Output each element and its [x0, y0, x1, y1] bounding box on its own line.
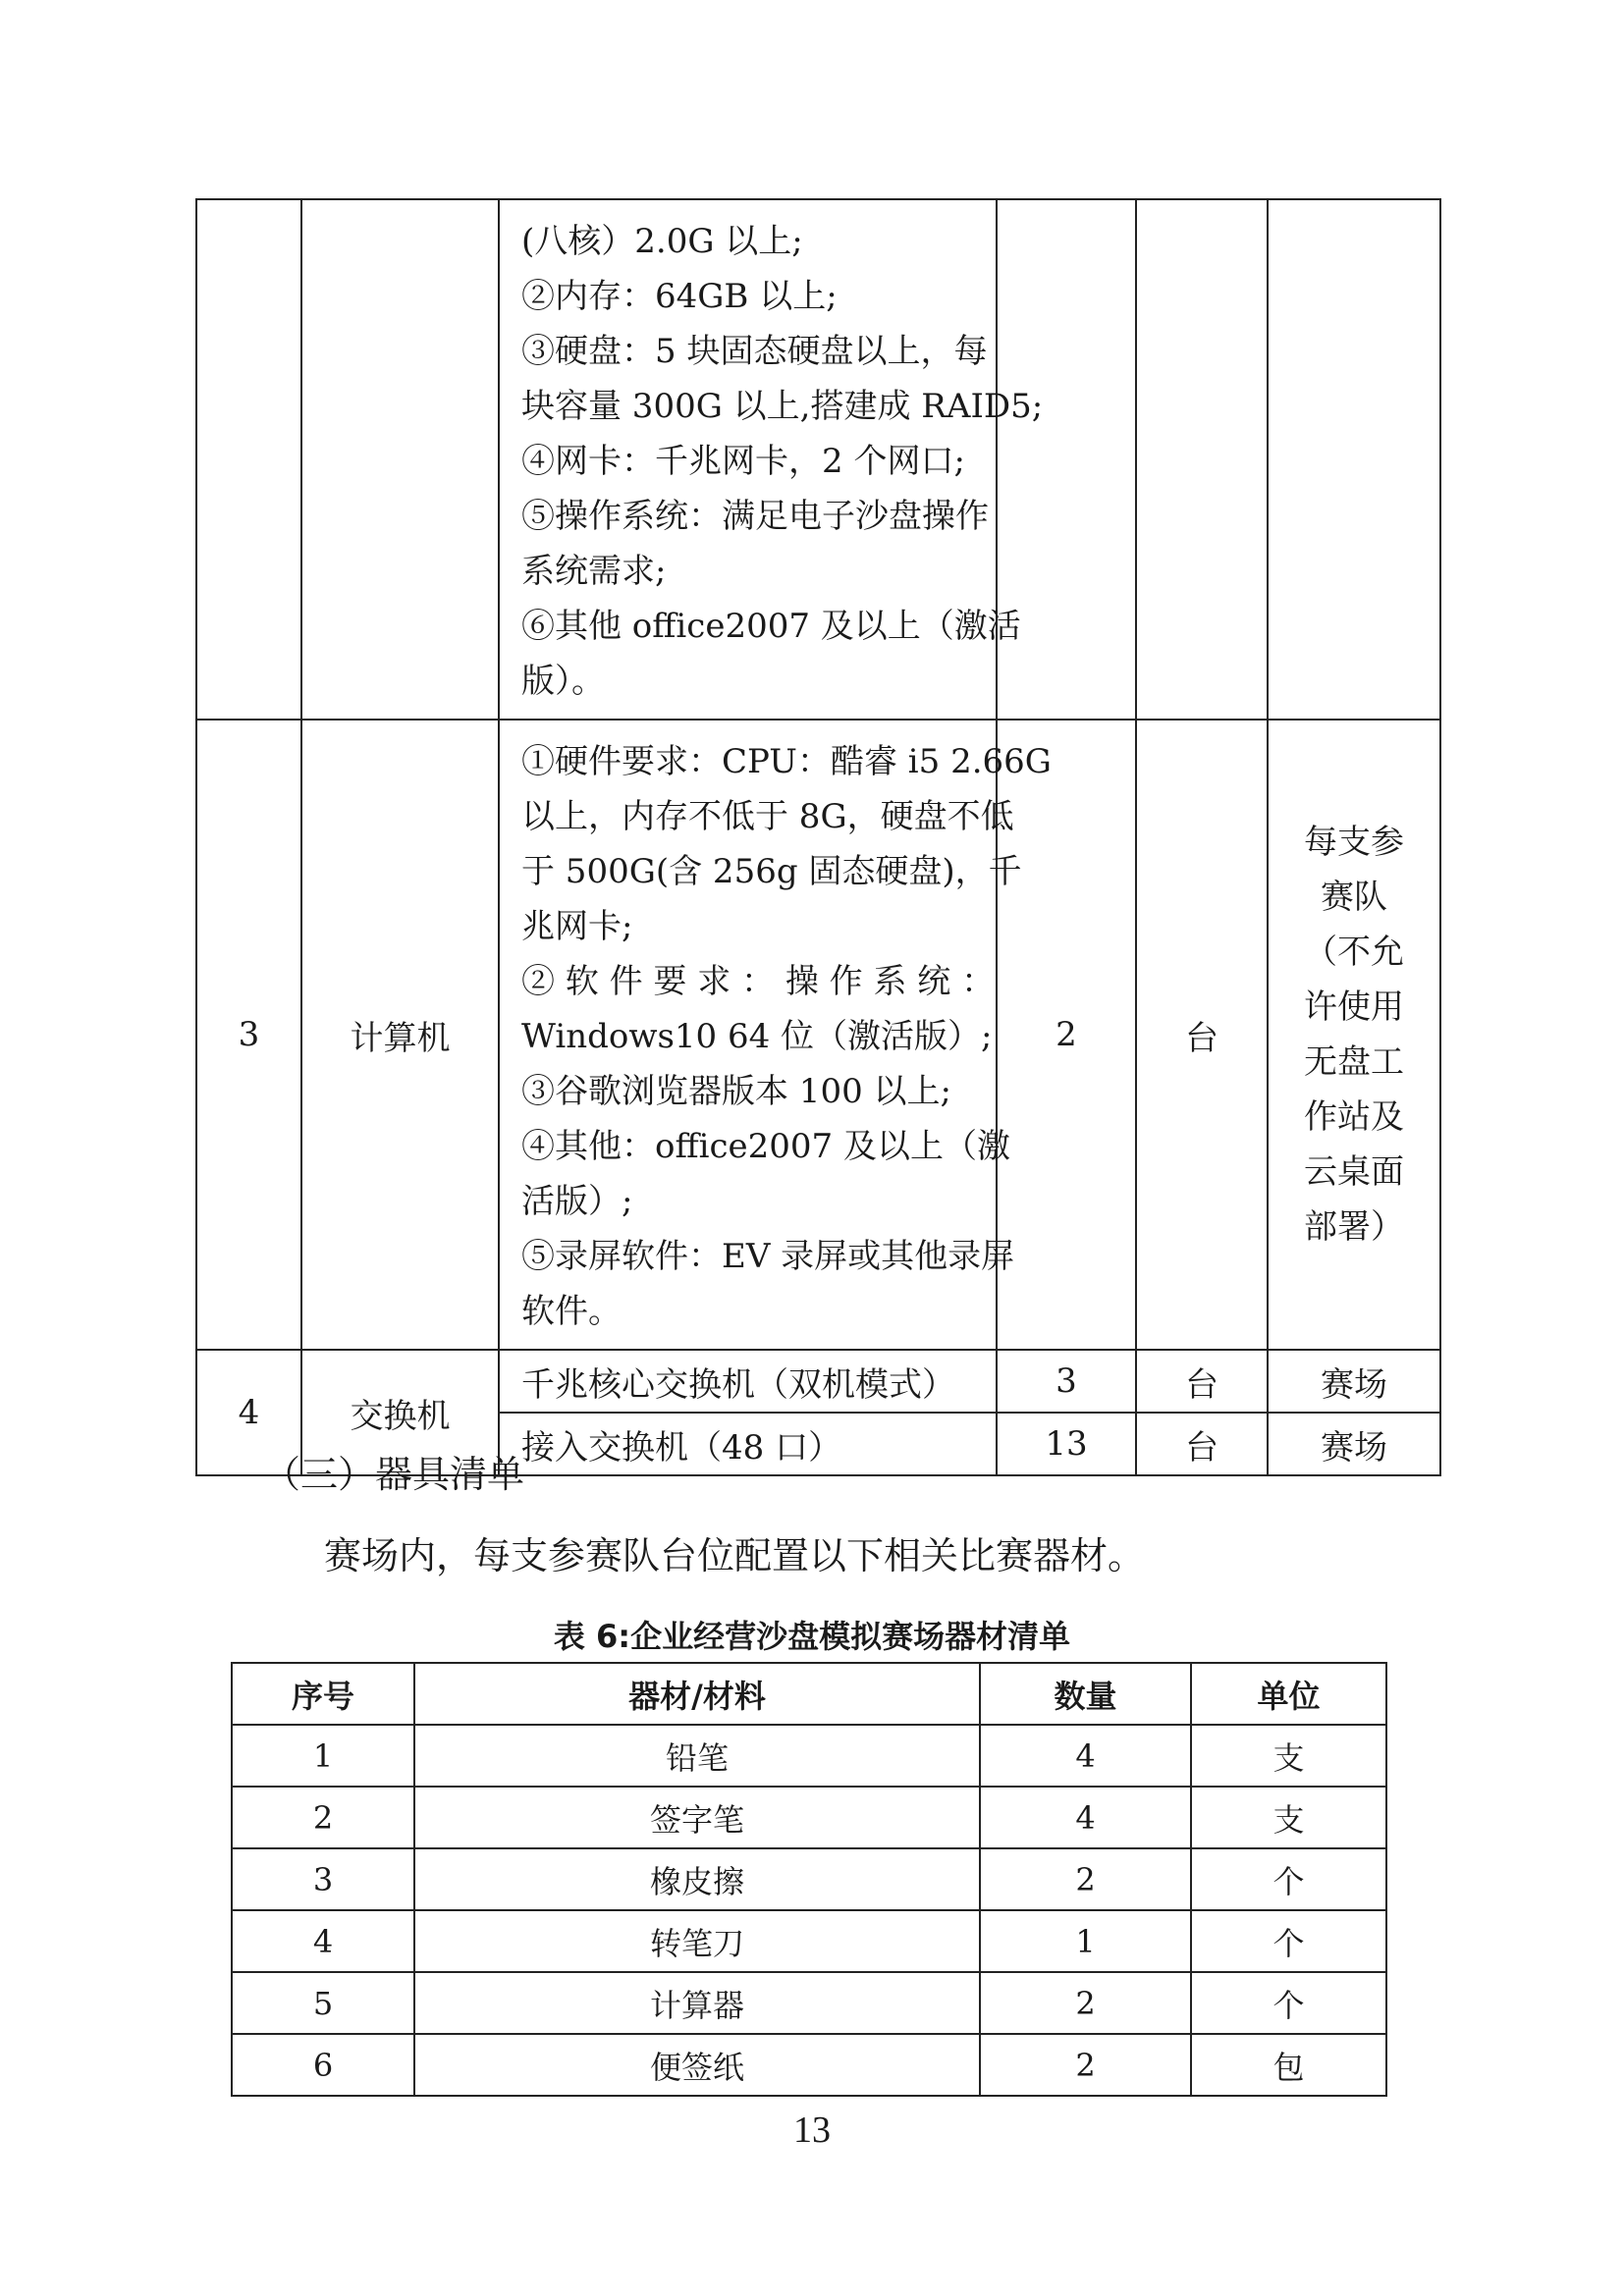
cell-note [1268, 199, 1440, 720]
note-line: （不允 [1304, 933, 1404, 972]
spec-line: ② 软 件 要 求 ： 操 作 系 统 ： [521, 962, 996, 1001]
cell-no: 4 [232, 1910, 414, 1972]
cell-note: 赛场 [1268, 1350, 1440, 1413]
equipment-table [195, 198, 1441, 1476]
spec-line: 于 500G(含 256g 固态硬盘)，千 [521, 852, 1022, 891]
cell-no: 3 [232, 1848, 414, 1910]
cell-note [1268, 720, 1440, 1350]
cell-no: 5 [232, 1972, 414, 2034]
page-number: 13 [793, 2109, 831, 2151]
section-paragraph: 赛场内，每支参赛队台位配置以下相关比赛器材。 [324, 1534, 1146, 1577]
cell-qty: 2 [980, 1848, 1191, 1910]
table-row [232, 1787, 1386, 1848]
spec-line: Windows10 64 位（激活版）; [521, 1017, 993, 1056]
cell-no [196, 199, 301, 720]
cell-name: 计算机 [301, 720, 499, 1350]
spec-line: ③谷歌浏览器版本 100 以上; [521, 1072, 951, 1111]
table-row [232, 1910, 1386, 1972]
spec-line: ②内存：64GB 以上; [521, 277, 838, 316]
table-row [232, 1725, 1386, 1787]
spec-line: (八核）2.0G 以上; [521, 222, 803, 261]
spec-line: 软件。 [521, 1292, 622, 1331]
cell-spec: 接入交换机（48 口） [499, 1413, 997, 1475]
table-row-continued [196, 199, 1440, 720]
cell-unit: 支 [1191, 1787, 1386, 1848]
table-row [232, 1848, 1386, 1910]
table-caption: 表 6:企业经营沙盘模拟赛场器材清单 [553, 1618, 1071, 1655]
table-row-switch [196, 1350, 1440, 1413]
cell-note: 赛场 [1268, 1413, 1440, 1475]
cell-unit: 台 [1136, 720, 1268, 1350]
cell-qty: 13 [997, 1413, 1136, 1475]
cell-unit: 支 [1191, 1725, 1386, 1787]
cell-qty: 2 [997, 720, 1136, 1350]
note-line: 许使用 [1304, 988, 1404, 1027]
spec-line: 系统需求; [521, 552, 667, 591]
cell-qty: 2 [980, 1972, 1191, 2034]
cell-material: 橡皮擦 [414, 1848, 980, 1910]
table-row [232, 1972, 1386, 2034]
cell-spec [499, 199, 1044, 720]
note-line: 部署） [1304, 1207, 1404, 1247]
note-line: 赛队 [1321, 878, 1387, 917]
note-line: 无盘工 [1304, 1042, 1404, 1082]
materials-table [231, 1662, 1387, 2097]
cell-no: 1 [232, 1725, 414, 1787]
cell-no: 6 [232, 2034, 414, 2096]
cell-material: 计算器 [414, 1972, 980, 2034]
cell-no: 3 [196, 720, 301, 1350]
cell-material: 转笔刀 [414, 1910, 980, 1972]
spec-line: ④其他：office2007 及以上（激 [521, 1127, 1010, 1166]
cell-unit: 个 [1191, 1910, 1386, 1972]
cell-unit: 台 [1136, 1350, 1268, 1413]
table-row-computer [196, 720, 1440, 1350]
note-line: 每支参 [1304, 823, 1404, 862]
spec-line: 块容量 300G 以上,搭建成 RAID5; [521, 387, 1044, 426]
cell-name [301, 199, 499, 720]
note-line: 作站及 [1304, 1097, 1404, 1137]
spec-line: ①硬件要求：CPU：酷睿 i5 2.66G [521, 742, 1052, 781]
spec-line: 版）。 [521, 662, 605, 701]
cell-unit: 个 [1191, 1972, 1386, 2034]
cell-unit [1136, 199, 1268, 720]
cell-unit: 包 [1191, 2034, 1386, 2096]
cell-spec [499, 720, 1052, 1350]
cell-no: 2 [232, 1787, 414, 1848]
cell-material: 签字笔 [414, 1787, 980, 1848]
cell-material: 便签纸 [414, 2034, 980, 2096]
cell-qty: 2 [980, 2034, 1191, 2096]
spec-line: 兆网卡; [521, 907, 633, 946]
table-header-row [232, 1663, 1386, 1725]
spec-line: ③硬盘：5 块固态硬盘以上，每 [521, 332, 988, 371]
column-header: 器材/材料 [414, 1663, 980, 1725]
cell-name: 交换机 [301, 1350, 499, 1475]
column-header: 数量 [980, 1663, 1191, 1725]
cell-qty: 4 [980, 1725, 1191, 1787]
spec-line: ⑥其他 office2007 及以上（激活 [521, 607, 1021, 646]
cell-qty: 4 [980, 1787, 1191, 1848]
cell-unit: 台 [1136, 1413, 1268, 1475]
cell-unit: 个 [1191, 1848, 1386, 1910]
cell-qty: 3 [997, 1350, 1136, 1413]
spec-line: ⑤录屏软件：EV 录屏或其他录屏 [521, 1237, 1015, 1276]
spec-line: ④网卡：千兆网卡，2 个网口; [521, 442, 965, 481]
column-header: 单位 [1191, 1663, 1386, 1725]
cell-qty: 1 [980, 1910, 1191, 1972]
cell-spec: 千兆核心交换机（双机模式） [499, 1350, 997, 1413]
section-heading: （三）器具清单 [263, 1453, 525, 1496]
cell-no: 4 [196, 1350, 301, 1475]
note-line: 云桌面 [1304, 1152, 1404, 1192]
table-row [232, 2034, 1386, 2096]
spec-line: ⑤操作系统：满足电子沙盘操作 [521, 497, 989, 536]
cell-material: 铅笔 [414, 1725, 980, 1787]
column-header: 序号 [232, 1663, 414, 1725]
spec-line: 以上，内存不低于 8G，硬盘不低 [521, 797, 1014, 836]
spec-line: 活版）; [521, 1182, 633, 1221]
